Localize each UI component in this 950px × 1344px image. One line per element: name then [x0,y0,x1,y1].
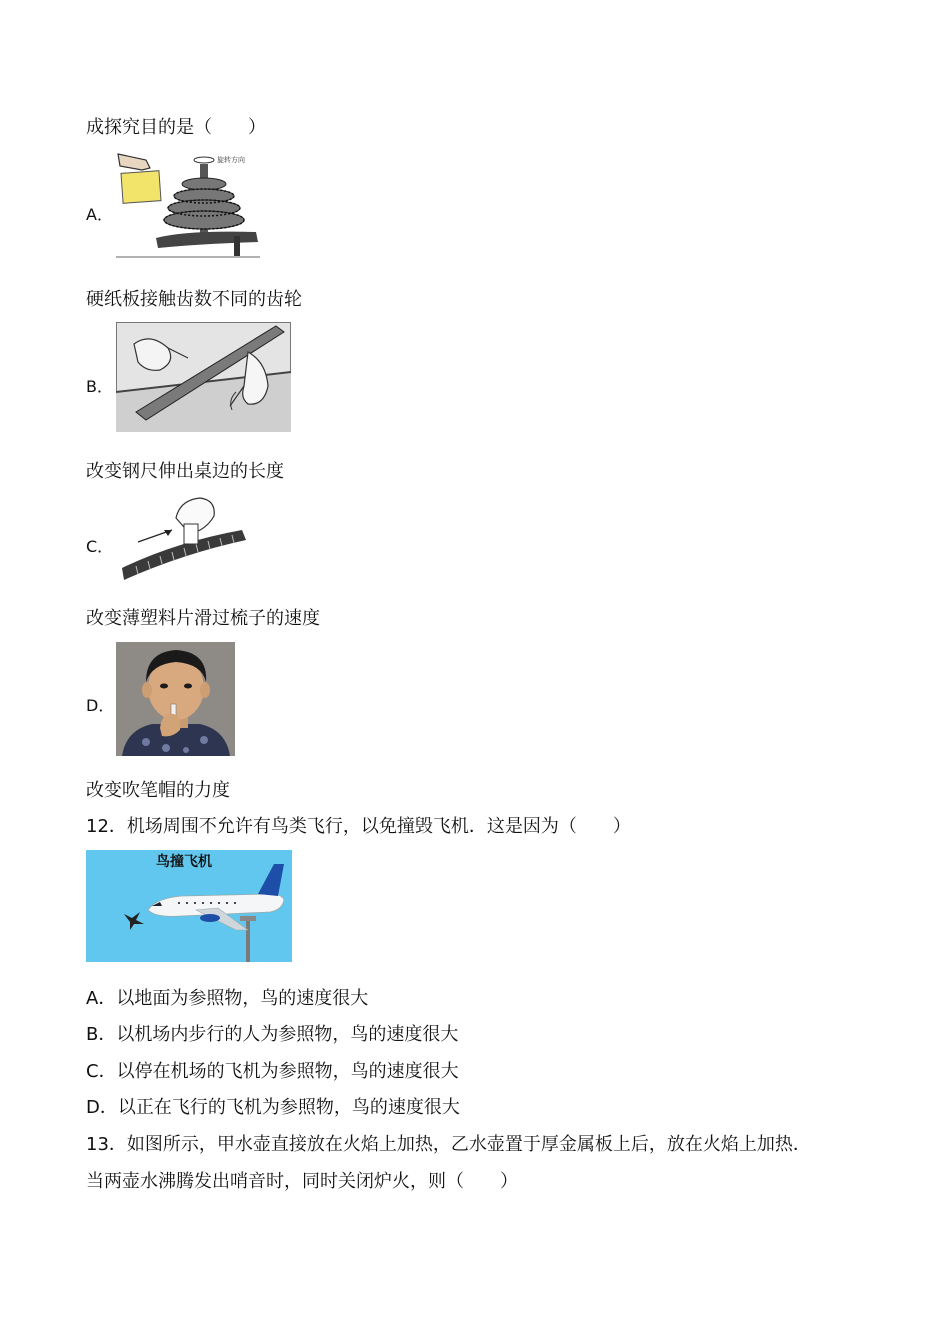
ruler-experiment-image [116,322,291,432]
q13-stem-line1: 13．如图所示，甲水壶直接放在火焰上加热，乙水壶置于厚金属板上后，放在火焰上加热． [86,1134,811,1155]
q11-option-a-caption: 硬纸板接触齿数不同的齿轮 [86,289,302,310]
q11-option-c-caption: 改变薄塑料片滑过梳子的速度 [86,608,320,629]
q12-option-b: B．以机场内步行的人为参照物，鸟的速度很大 [86,1024,459,1045]
q12-stem: 12．机场周围不允许有鸟类飞行，以免撞毁飞机．这是因为（ ） [86,816,631,837]
bird-strike-figure-title: 鸟撞飞机 [156,854,212,870]
q11-option-c-label: C． [86,537,114,556]
q11-option-d-caption: 改变吹笔帽的力度 [86,780,230,801]
comb-experiment-image [116,494,246,582]
q11-option-b-label: B． [86,377,113,396]
boy-blowing-pen-cap-photo [116,642,235,756]
bird-strike-plane-image [86,850,292,962]
q12-option-c: C．以停在机场的飞机为参照物，鸟的速度很大 [86,1061,459,1082]
q13-stem-line2: 当两壶水沸腾发出哨音时，同时关闭炉火，则（ ） [86,1171,518,1192]
q12-option-a: A．以地面为参照物，鸟的速度很大 [86,988,369,1009]
q11-option-d-label: D． [86,696,115,715]
rotation-direction-label: 旋转方向 [217,156,245,164]
q11-option-a-label: A． [86,205,113,224]
q12-option-d: D．以正在飞行的飞机为参照物，鸟的速度很大 [86,1097,460,1118]
gear-experiment-image [116,152,260,258]
q11-stem-tail: 成探究目的是（ ） [86,117,266,138]
q11-option-b-caption: 改变钢尺伸出桌边的长度 [86,461,284,482]
